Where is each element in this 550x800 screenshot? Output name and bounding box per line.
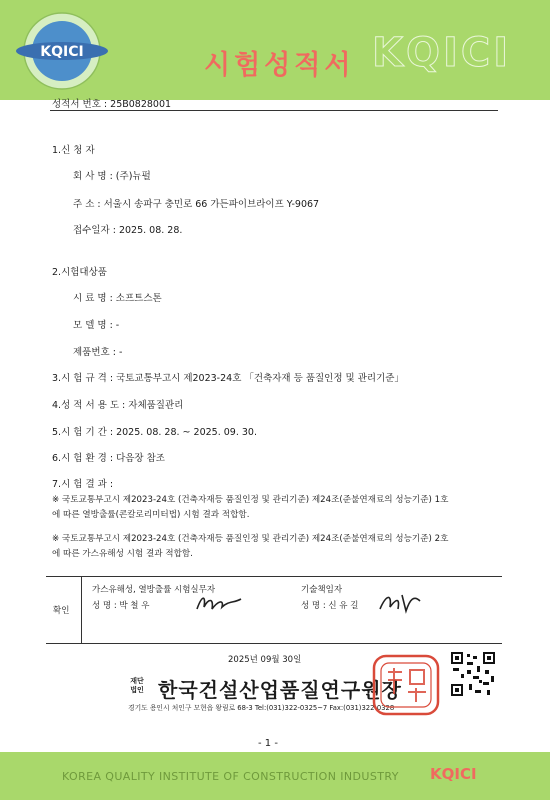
tester-name: 성 명 : 박 철 우 [92,601,150,611]
qr-code [449,650,497,698]
model-name: 모 델 명 : - [73,320,120,331]
test-environment: 6.시 험 환 경 : 다음장 참조 [52,453,165,464]
certificate-number: 성적서 번호 : 25B0828001 [52,99,172,110]
header-watermark: KQICI [372,30,512,76]
divider [50,110,498,111]
test-period: 5.시 험 기 간 : 2025. 08. 28. ~ 2025. 09. 30. [52,427,257,438]
test-standard: 3.시 험 규 격 : 국토교통부고시 제2023-24호 「건축자재 등 품질인정 및 관리기준」 [52,373,404,384]
signature-box [46,576,502,644]
issue-date: 2025년 09월 30일 [228,655,302,665]
product-number: 제품번호 : - [73,347,123,358]
org-name: 한국건설산업품질연구원장 [158,678,402,702]
results-heading: 7.시 험 결 과 : [52,479,114,490]
result-2-line-1: ※ 국토교통부고시 제2023-24호 (건축자재등 품질인정 및 관리기준) 제24조(준불연재료의 성능기준) 2호 [52,534,449,544]
company-address: 주 소 : 서울시 송파구 충민로 66 가든파이브라이프 Y-9067 [73,199,320,210]
tester-signature [194,591,244,615]
official-seal [372,654,440,716]
subject-heading: 2.시험대상품 [52,267,107,278]
footer-band [0,752,550,800]
result-1-line-1: ※ 국토교통부고시 제2023-24호 (건축자재등 품질인정 및 관리기준) 제24조(준불연재료의 성능기준) 1호 [52,495,449,505]
svg-text:KQICI: KQICI [40,44,84,60]
footer-logo-text: KQICI [430,765,477,783]
org-prefix: 재단법인 [130,677,144,694]
tester-role: 가스유해성, 열방출률 시험실무자 [92,585,216,595]
document-title: 시험성적서 [204,50,355,81]
applicant-heading: 1.신 청 자 [52,145,95,156]
received-date: 접수일자 : 2025. 08. 28. [73,225,183,236]
sample-name: 시 료 명 : 소프트스톤 [73,293,162,304]
confirm-label: 확인 [53,606,70,616]
footer-institute-name: KOREA QUALITY INSTITUTE OF CONSTRUCTION INDUSTRY [62,770,399,783]
manager-name: 성 명 : 신 유 길 [301,601,359,611]
manager-signature [376,589,424,615]
manager-role: 기술책임자 [301,585,343,595]
page-number: - 1 - [258,738,278,749]
report-purpose: 4.성 적 서 용 도 : 자체품질관리 [52,400,184,411]
result-1-line-2: 에 따른 열방출률(콘칼로리미터법) 시험 결과 적합함. [52,510,250,520]
kqici-logo [10,10,114,92]
signature-divider [81,577,82,643]
header-band [0,0,550,100]
company-name: 회 사 명 : (주)뉴펄 [73,171,151,182]
result-2-line-2: 에 따른 가스유해성 시험 결과 적합함. [52,549,193,559]
org-address: 경기도 용인시 처인구 모현읍 왕림로 68-3 Tel:(031)322-0325~7 Fax:(031)322-0328 [128,704,395,712]
